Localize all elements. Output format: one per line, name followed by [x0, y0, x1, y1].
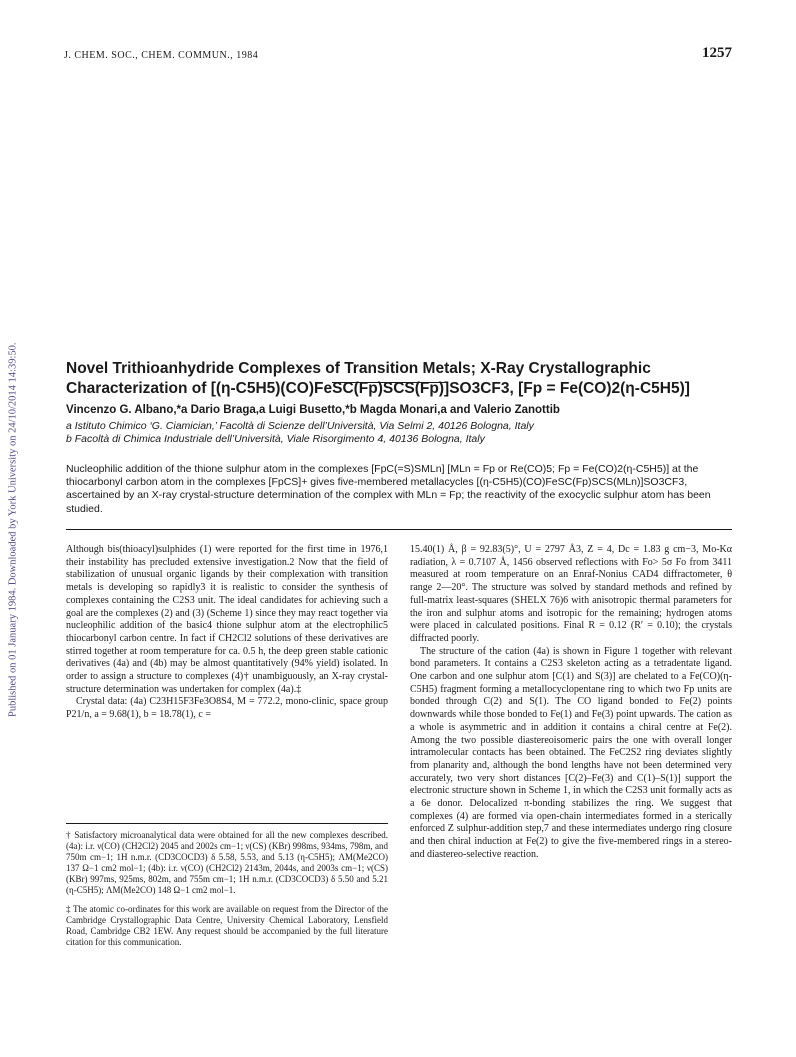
- author-list: Vincenzo G. Albano,*a Dario Braga,a Luigi Busetto,*b Magda Monari,a and Valerio Zanottib: [66, 404, 560, 416]
- footnote-double-dagger: [66, 904, 388, 948]
- footnote-text: ‡ The atomic co-ordinates for this work are available on request from the Director of the Cambridge Crystallographic Data Centre, University Chemical Laboratory, Lensfield Road, Cambridge CB2 1EW. Any request should be accompanied by the full literature citation for this communication.: [66, 904, 388, 947]
- abstract: Nucleophilic addition of the thione sulphur atom in the complexes [FpC(=S)SMLn] [MLn = Fp or Re(CO)5; Fp = Fe(CO)2(η-C5H5)] at the thiocarbonyl carbon atom in the complexes [FpCS]+ gives five-membered metallacycles [(η-C5H5)(CO)FeSC(Fp)SCS(MLn)]SO3CF3, ascertained by an X-ray crystal-structure determination of the complex with MLn = Fp; the reactivity of the exocyclic sulphur atom has been studied.: [66, 463, 711, 515]
- paragraph-intro: Although bis(thioacyl)sulphides (1) were reported for the first time in 1976,1 their instability has precluded extensive investigation.2 Now that the field of stabilization of unusual organic ligands by their complexation with transition metals is developing so rapidly3 it is realistic to consider the synthesis of complexes containing the C2S3 unit. The ideal candidates for achieving such a goal are the complexes (2) and (3) (Scheme 1) since they may react together via nucleophilic addition of the basic4 thione sulphur atom at the electrophilic5 thiocarbonyl carbon centre. In fact if CH2Cl2 solutions of these derivatives are stirred together at room temperature for ca. 0.5 h, the deep green stable cationic derivatives (4a) and (4b) may be almost quantitatively (94% yield) isolated. In order to assign a structure to complexes (4)† unambiguously, an X-ray crystal-structure determination was undertaken for complex (4a).‡: [66, 544, 388, 695]
- title-line-2-start: Characterization of [(η-C5H5)(CO)Fe: [66, 380, 333, 397]
- paragraph-structure-discussion: The structure of the cation (4a) is shown in Figure 1 together with relevant bond parameters. It contains a C2S3 skeleton acting as a tetradentate ligand. One carbon and one sulphur atom [C(1) and S(3)] are chelated to a Fe(CO)(η-C5H5) fragment forming a metallocyclopentane ring to which two Fp units are bonded through C(2) and S(1). The CO ligand bonded to Fe(2) points downwards while those bonded to Fe(1) and Fe(3) point upwards. The cation as a whole is asymmetric and in addition it contains a chiral centre at Fe(2). Among the two possible diastereoisomeric pairs the one with overall longer intramolecular contacts has been obtained. The FeC2S2 ring deviates slightly from planarity and, although the bond lengths have not been determined very accurately, two very short distances [C(2)–Fe(3) and C(1)–S(1)] support the electronic structure shown in Scheme 1, in which the C2S3 unit formally acts as a 6e donor. Delocalized π-bonding stabilizes the ring. We suggest that complexes (4) are formed via open-chain intermediates formed in a sterically enforced Z sulphur-addition step,7 and these intermediates undergo ring closure and then chiral induction at Fe(2) to give the five-membered rings in a stereo- and diastereo-selective reaction.: [410, 645, 732, 860]
- page-number: 1257: [702, 45, 732, 61]
- paragraph-crystal-data: Crystal data: (4a) C23H15F3Fe3O8S4, M = 772.2, mono-clinic, space group P21/n, a = 9.68(1), b = 18.78(1), c =: [66, 696, 388, 721]
- affiliation-b: b Facoltà di Chimica Industriale dell’Università, Viale Risorgimento 4, 40136 Bologna, Italy: [66, 433, 485, 445]
- footnote-dagger: [66, 830, 388, 896]
- footnote-divider: [66, 823, 388, 824]
- download-notice: Published on 01 January 1984. Downloaded by York University on 24/10/2014 14:39:50.: [7, 342, 19, 718]
- abstract-divider: [66, 529, 732, 530]
- title-line-2-end: ]SO3CF3, [Fp = Fe(CO)2(η-C5H5)]: [444, 380, 690, 397]
- running-head: J. CHEM. SOC., CHEM. COMMUN., 1984: [64, 50, 259, 61]
- affiliation-a: a Istituto Chimico ‘G. Ciamician,’ Facoltà di Scienze dell’Università, Via Selmi 2, 40126 Bologna, Italy: [66, 420, 534, 432]
- paragraph-crystal-data-continued: 15.40(1) Å, β = 92.83(5)°, U = 2797 Å3, Z = 4, Dc = 1.83 g cm−3, Mo-Kα radiation, λ = 0.7107 Å, 1456 observed reflections with Fo> 5σ Fo from 3411 measured at room temperature on an Enraf-Nonius CAD4 diffractometer, θ range 2—20°. The structure was solved by standard methods and refined by full-matrix least-squares (SHELX 76)6 with anisotropic thermal parameters for the iron and sulphur atoms and isotropic for the remaining; hydrogen atoms were placed in calculated positions. Final R = 0.12 (R′ = 0.10); the crystals diffracted poorly.: [410, 544, 732, 644]
- footnote-text: † Satisfactory microanalytical data were obtained for all the new complexes described. (4a): i.r. ν(CO) (CH2Cl2) 2045 and 2002s cm−1; ν(CS) (KBr) 998ms, 934ms, 798m, and 750m cm−1; 1H n.m.r. (CD3COCD3) δ 5.58, 5.53, and 5.13 (η-C5H5); ΛM(Me2CO) 137 Ω−1 cm2 mol−1; (4b): i.r. ν(CO) (CH2Cl2) 2143m, 2044s, and 2003s cm−1; ν(CS) (KBr) 997ms, 925ms, 802m, and 755m cm−1; 1H n.m.r. (CD3COCD3) δ 5.50 and 5.21 (η-C5H5); ΛM(Me2CO) 148 Ω−1 cm2 mol−1.: [66, 830, 388, 895]
- right-column: [410, 544, 732, 862]
- article-title: [66, 359, 736, 399]
- title-line-2-ring: SC(Fp)SCS(Fp): [332, 380, 445, 397]
- left-column: [66, 544, 388, 722]
- title-line-1: Novel Trithioanhydride Complexes of Transition Metals; X-Ray Crystallographic: [66, 360, 651, 377]
